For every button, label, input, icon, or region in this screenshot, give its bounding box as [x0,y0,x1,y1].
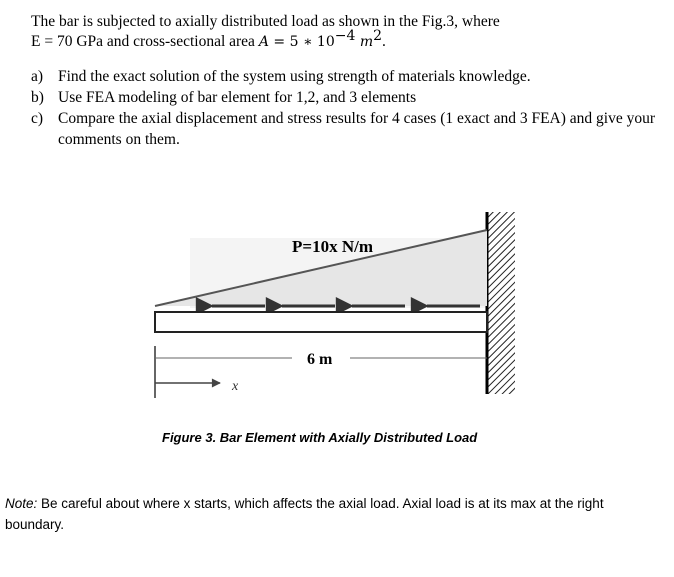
modulus-text: E = 70 GPa and cross-sectional area [31,33,259,50]
task-item-a [31,66,661,87]
area-unit-exponent: 2 [373,27,383,44]
task-item-c [31,108,661,150]
bar-element [155,312,487,332]
material-properties [31,27,661,52]
note-label: Note: [5,496,38,511]
area-exponent: −4 [334,27,356,44]
x-axis-label: x [232,379,239,394]
length-label: 6 m [307,351,333,368]
area-end: . [382,33,386,50]
task-item-b [31,87,661,108]
area-unit: m [355,34,374,50]
note-paragraph [5,493,665,535]
problem-statement [31,12,661,150]
area-symbol: A [258,34,269,50]
note-text: Be careful about where x starts, which affects the axial load. Axial load is at its max at the right boundary. [5,496,604,532]
bar-figure [150,208,530,408]
task-text: Compare the axial displacement and stress results for 4 cases (1 exact and 3 FEA) and give your comments on them. [58,110,655,148]
task-text: Use FEA modeling of bar element for 1,2, and 3 elements [58,89,417,106]
task-marker: a) [31,68,44,85]
figure-caption: Figure 3. Bar Element with Axially Distributed Load [162,430,478,445]
area-value: = 5 ∗ 10 [268,34,335,50]
wall-hatching [487,212,515,394]
task-text: Find the exact solution of the system using strength of materials knowledge. [58,68,531,85]
task-marker: b) [31,89,44,106]
load-label: P=10x N/m [292,237,373,256]
task-marker: c) [31,110,44,127]
task-list [31,66,661,150]
problem-intro: The bar is subjected to axially distributed load as shown in the Fig.3, where [31,13,500,30]
